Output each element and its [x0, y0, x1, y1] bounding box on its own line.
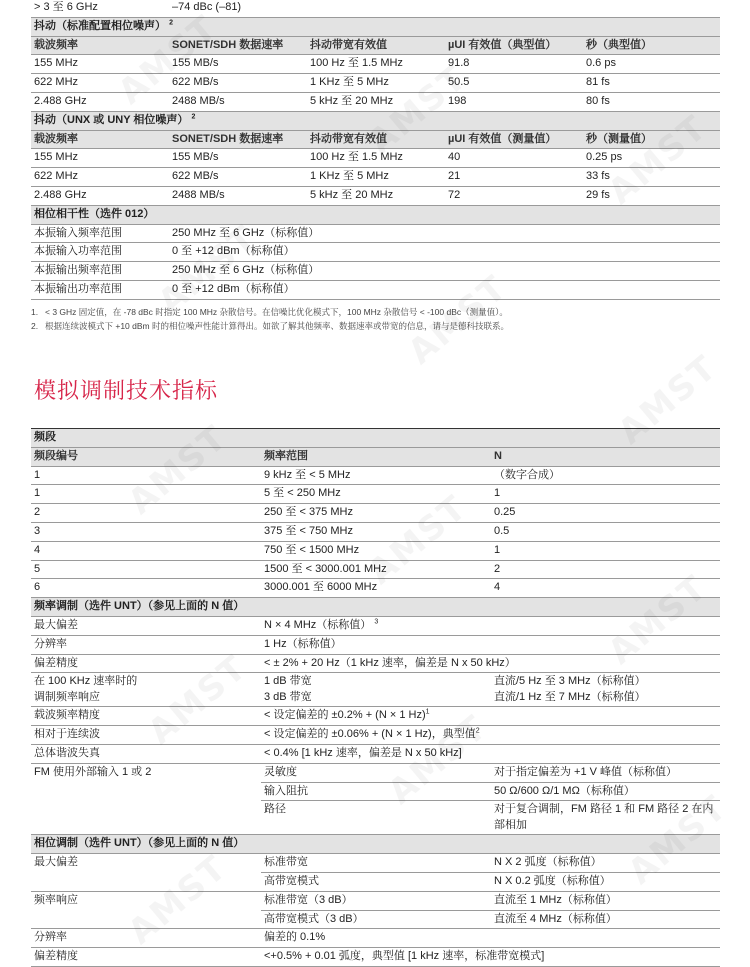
table-cell: < 设定偏差的 ±0.2% + (N × 1 Hz)$^1$ [261, 707, 720, 726]
column-header: µUI 有效值（典型值） [445, 36, 583, 55]
table-row [31, 224, 720, 243]
table-cell: 本振输出频率范围 [31, 262, 169, 281]
table-cell: 0 至 +12 dBm（标称值） [169, 243, 720, 262]
table-cell: < ± 2% + 20 Hz（1 kHz 速率，偏差是 N x 50 kHz） [261, 654, 720, 673]
table-row [31, 560, 720, 579]
table-cell: 375 至 < 750 MHz [261, 522, 491, 541]
table-cell: 100 Hz 至 1.5 MHz [307, 149, 445, 168]
table-row [31, 280, 720, 299]
section-header-row [31, 17, 720, 36]
table-cell: 5 [31, 560, 261, 579]
table-row [31, 0, 720, 17]
table-row [31, 504, 720, 523]
table-cell: 1500 至 < 3000.001 MHz [261, 560, 491, 579]
table-row [31, 541, 720, 560]
section-header-row [31, 429, 720, 448]
table-cell: 72 [445, 186, 583, 205]
table-row [31, 466, 720, 485]
table-cell: 155 MB/s [169, 55, 307, 74]
table-cell: 0.6 ps [583, 55, 720, 74]
section-header: 频段 [31, 429, 720, 448]
table-cell: 622 MHz [31, 168, 169, 187]
table-cell: 直流至 1 MHz（标称值） [491, 891, 720, 910]
section-header: 相位调制（选件 UNT）（参见上面的 N 值） [31, 835, 720, 854]
table-row [31, 948, 720, 967]
table-row [31, 929, 720, 948]
table-cell: 622 MHz [31, 74, 169, 93]
table-cell: 相对于连续波 [31, 726, 261, 745]
table-row [31, 654, 720, 673]
table-cell: 1 KHz 至 5 MHz [307, 168, 445, 187]
table-cell: 622 MB/s [169, 168, 307, 187]
table-cell: 6 [31, 579, 261, 598]
label-line: 在 100 KHz 速率时的 [34, 675, 138, 688]
table-cell [31, 673, 261, 707]
column-header-row [31, 447, 720, 466]
table-cell: 33 fs [583, 168, 720, 187]
table-cell: 标准带宽（3 dB） [261, 891, 491, 910]
table-cell: 偏差的 0.1% [261, 929, 720, 948]
table-cell: 250 MHz 至 6 GHz（标称值） [169, 262, 720, 281]
table-row [31, 168, 720, 187]
footnote: 2. 根据连续波模式下 +10 dBm 时的相位噪声性能计算得出。如欲了解其他频率、数据速率或带宽的信息，请与是德科技联系。 [31, 321, 509, 331]
column-header: SONET/SDH 数据速率 [169, 130, 307, 149]
table-cell: 250 至 < 375 MHz [261, 504, 491, 523]
section-header: 抖动（标准配置相位噪声） $^2$ [31, 17, 720, 36]
table-row [31, 635, 720, 654]
analog-modulation-table [31, 428, 720, 967]
table-row [31, 744, 720, 763]
table-row [31, 707, 720, 726]
table-cell: 0.25 ps [583, 149, 720, 168]
table-cell: 1 KHz 至 5 MHz [307, 74, 445, 93]
column-header: 秒（测量值） [583, 130, 720, 149]
table-cell: 对于指定偏差为 +1 V 峰值（标称值） [491, 763, 720, 782]
table-row [31, 485, 720, 504]
table-cell: 偏差精度 [31, 654, 261, 673]
table-row [31, 673, 720, 707]
table-cell: 29 fs [583, 186, 720, 205]
section-header-row [31, 111, 720, 130]
table-cell: 1 [31, 466, 261, 485]
table-row [31, 854, 720, 873]
table-cell: FM 使用外部输入 1 或 2 [31, 763, 261, 835]
table-cell: 155 MHz [31, 149, 169, 168]
table-row [31, 92, 720, 111]
table-row [31, 149, 720, 168]
section-header: 相位相干性（选件 012） [31, 205, 720, 224]
table-cell: 偏差精度 [31, 948, 261, 967]
column-header: 秒（典型值） [583, 36, 720, 55]
table-cell: 本振输出功率范围 [31, 280, 169, 299]
table-row [31, 579, 720, 598]
value-line: 直流/5 Hz 至 3 MHz（标称值） [494, 675, 646, 688]
table-row [31, 522, 720, 541]
table-cell: 1 [31, 485, 261, 504]
table-cell: 250 MHz 至 6 GHz（标称值） [169, 224, 720, 243]
column-header: 载波频率 [31, 130, 169, 149]
label-line: 调制频率响应 [34, 691, 100, 704]
table-cell: 1 [491, 541, 720, 560]
table-cell: 本振输入频率范围 [31, 224, 169, 243]
table-cell: 2.488 GHz [31, 186, 169, 205]
table-cell: 81 fs [583, 74, 720, 93]
table-cell: <+0.5% + 0.01 弧度，典型值 [1 kHz 速率，标准带宽模式] [261, 948, 720, 967]
table-cell: 分辨率 [31, 929, 261, 948]
table-cell: 50.5 [445, 74, 583, 93]
table-row [31, 726, 720, 745]
column-header-row [31, 36, 720, 55]
column-header: SONET/SDH 数据速率 [169, 36, 307, 55]
section-title: 模拟调制技术指标 [34, 379, 219, 404]
column-header: 抖动带宽有效值 [307, 36, 445, 55]
column-header: µUI 有效值（测量值） [445, 130, 583, 149]
table-row [31, 262, 720, 281]
table-cell: N X 2 弧度（标称值） [491, 854, 720, 873]
table-cell: 9 kHz 至 < 5 MHz [261, 466, 491, 485]
table-cell: 2488 MB/s [169, 92, 307, 111]
table-cell: N × 4 MHz（标称值） $^3$ [261, 616, 720, 635]
column-header: 频率范围 [261, 447, 491, 466]
table-cell [261, 673, 491, 707]
table-cell: 灵敏度 [261, 763, 491, 782]
table-cell: 载波频率精度 [31, 707, 261, 726]
table-row [31, 186, 720, 205]
table-row [31, 616, 720, 635]
table-cell: 路径 [261, 801, 491, 835]
table-cell: 2 [31, 504, 261, 523]
table-cell: 198 [445, 92, 583, 111]
section-header: 抖动（UNX 或 UNY 相位噪声） $^2$ [31, 111, 720, 130]
table-cell: 2.488 GHz [31, 92, 169, 111]
table-cell: 最大偏差 [31, 854, 261, 892]
table-cell: 5 kHz 至 20 MHz [307, 92, 445, 111]
table-row [31, 243, 720, 262]
section-header: 频率调制（选件 UNT）（参见上面的 N 值） [31, 598, 720, 617]
footnotes [31, 305, 509, 333]
table-cell: 80 fs [583, 92, 720, 111]
table-cell [491, 673, 720, 707]
table-cell: 0.5 [491, 522, 720, 541]
footnote: 1. < 3 GHz 固定值，在 -78 dBc 时指定 100 MHz 杂散信号。在信噪比优化模式下，100 MHz 杂散信号 < -100 dBc（测量值）。 [31, 307, 508, 317]
table-cell: 4 [491, 579, 720, 598]
table-cell: 直流至 4 MHz（标称值） [491, 910, 720, 929]
table-cell: 4 [31, 541, 261, 560]
table-cell: 3000.001 至 6000 MHz [261, 579, 491, 598]
section-header-row [31, 205, 720, 224]
table-cell: 750 至 < 1500 MHz [261, 541, 491, 560]
table-cell: 3 [31, 522, 261, 541]
table-cell: 21 [445, 168, 583, 187]
table-cell: 155 MB/s [169, 149, 307, 168]
column-header: 频段编号 [31, 447, 261, 466]
table-cell: 0.25 [491, 504, 720, 523]
value-line: 1 dB 带宽 [264, 675, 312, 688]
table-cell: < 设定偏差的 ±0.06% + (N × 1 Hz)，典型值$^2$ [261, 726, 720, 745]
table-cell: 频率响应 [31, 891, 261, 929]
table-cell: 1 Hz（标称值） [261, 635, 720, 654]
column-header: 载波频率 [31, 36, 169, 55]
value-line: 直流/1 Hz 至 7 MHz（标称值） [494, 691, 646, 704]
section-header-row [31, 835, 720, 854]
column-header: 抖动带宽有效值 [307, 130, 445, 149]
table-cell: 100 Hz 至 1.5 MHz [307, 55, 445, 74]
column-header: N [491, 447, 720, 466]
table-cell: 50 Ω/600 Ω/1 MΩ（标称值） [491, 782, 720, 801]
table-cell: 标准带宽 [261, 854, 491, 873]
table-cell: 5 至 < 250 MHz [261, 485, 491, 504]
table-cell: 0 至 +12 dBm（标称值） [169, 280, 720, 299]
table-cell: –74 dBc (–81) [169, 0, 720, 17]
table-cell: < 0.4% [1 kHz 速率，偏差是 N x 50 kHz] [261, 744, 720, 763]
table-cell: > 3 至 6 GHz [31, 0, 169, 17]
table-row [31, 891, 720, 910]
table-cell: 2 [491, 560, 720, 579]
table-cell: 622 MB/s [169, 74, 307, 93]
table-cell: 5 kHz 至 20 MHz [307, 186, 445, 205]
table-row [31, 763, 720, 782]
section-header-row [31, 598, 720, 617]
table-cell: 高带宽模式 [261, 872, 491, 891]
table-cell: 高带宽模式（3 dB） [261, 910, 491, 929]
table-cell: 最大偏差 [31, 616, 261, 635]
table-cell: 40 [445, 149, 583, 168]
table-cell: 输入阻抗 [261, 782, 491, 801]
value-line: 3 dB 带宽 [264, 691, 312, 704]
table-row [31, 74, 720, 93]
table-row [31, 55, 720, 74]
table-cell: N X 0.2 弧度（标称值） [491, 872, 720, 891]
table-cell: 对于复合调制，FM 路径 1 和 FM 路径 2 在内部相加 [491, 801, 720, 835]
table-cell: 2488 MB/s [169, 186, 307, 205]
jitter-spec-table [31, 0, 720, 300]
table-cell: 1 [491, 485, 720, 504]
table-cell: 155 MHz [31, 55, 169, 74]
column-header-row [31, 130, 720, 149]
table-cell: 总体谐波失真 [31, 744, 261, 763]
table-cell: 91.8 [445, 55, 583, 74]
table-cell: 分辨率 [31, 635, 261, 654]
table-cell: 本振输入功率范围 [31, 243, 169, 262]
table-cell: （数字合成） [491, 466, 720, 485]
